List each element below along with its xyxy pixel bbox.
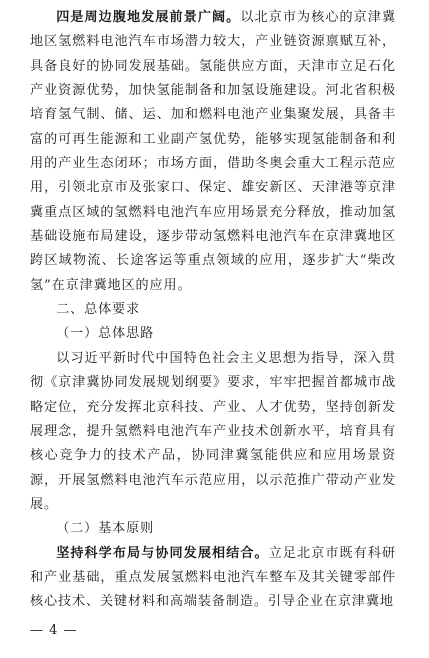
paragraph-text: 立足北京市既有科研和产业基础，重点发展氢燃料电池汽车整车及其关键零部件核心技术、关键材料和高端装备制造。引导企业在京津冀地: [30, 545, 396, 610]
page-number: — 4 —: [30, 623, 78, 638]
subsection-heading-basic-principles: （二）基本原则: [56, 521, 155, 537]
subsection-heading-general-approach: （一）总体思路: [56, 326, 155, 342]
document-body: [30, 6, 396, 615]
paragraph-lead-heading: 四是周边腹地发展前景广阔。: [56, 10, 241, 25]
section-heading: 二、总体要求: [56, 302, 141, 318]
paragraph-scientific-layout: [30, 542, 396, 615]
paragraph-peripheral-prospects: [30, 6, 396, 298]
paragraph-general-approach: 以习近平新时代中国特色社会主义思想为指导，深入贯彻《京津冀协同发展规划纲要》要求，牢牢把握首都城市战略定位，充分发挥北京科技、产业、人才优势，坚持创新发展理念，提升氢燃料电池汽车产业技术创新水平，培育具有核心竞争力的技术产品，协同津冀氢能供应和应用场景资源，开展氢燃料电池汽车示范应用，以示范推广带动产业发展。: [30, 350, 396, 512]
paragraph-text: 以北京市为核心的京津冀地区氢燃料电池汽车市场潜力较大，产业链资源禀赋互补，具备良好的协同发展基础。氢能供应方面，天津市立足石化产业资源优势，加快氢能制备和加氢设施建设。河北省积极培育氢气制、储、运、加和燃料电池产业集聚发展，具备丰富的可再生能源和工业副产氢优势，能够实现氢能制备和利用的产业生态闭环；市场方面，借助冬奥会重大工程示范应用，引领北京市及张家口、保定、雄安新区、天津港等京津冀重点区域的氢燃料电池汽车应用场景充分释放，推动加氢基础设施布局建设，逐步带动氢燃料电池汽车在京津冀地区跨区域物流、长途客运等重点领域的应用，逐步扩大“柴改氢”在京津冀地区的应用。: [30, 10, 396, 293]
paragraph-lead-heading: 坚持科学布局与协同发展相结合。: [56, 545, 269, 561]
